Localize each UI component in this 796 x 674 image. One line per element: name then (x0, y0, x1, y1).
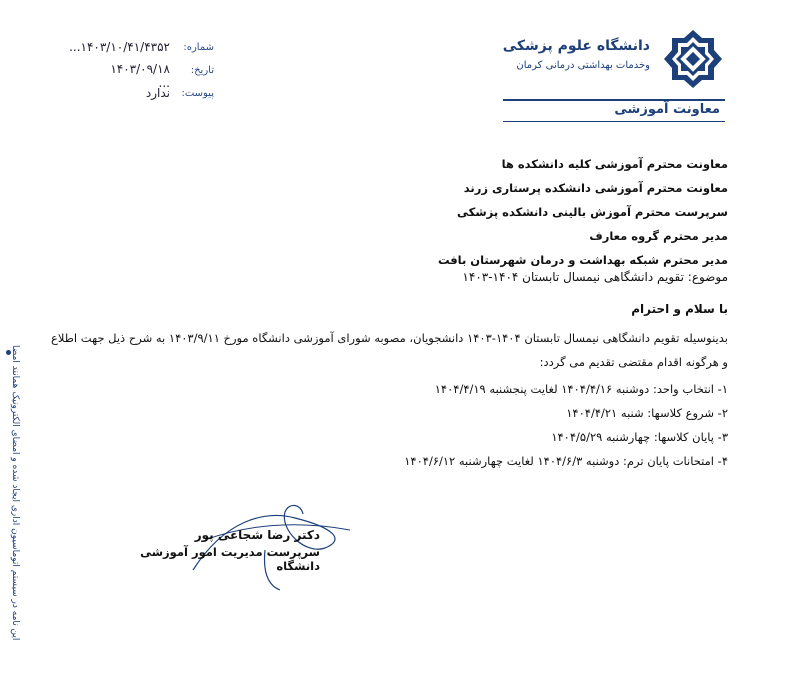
recipient-item: مدیر محترم گروه معارف (589, 229, 728, 243)
university-logo-icon (662, 28, 724, 90)
calendar-item: ۲- شروع کلاسها: شنبه ۱۴۰۴/۴/۲۱ (566, 406, 728, 420)
body-paragraph-1: بدینوسیله تقویم دانشگاهی نیمسال تابستان ۱۴۰۴-۱۴۰۳ دانشجویان، مصوبه شورای آموزشی دانشگاه مورخ ۱۴۰۳/۹/۱۱ به شرح ذیل جهت اطلاع (51, 331, 728, 345)
calendar-item: ۳- پایان کلاسها: چهارشنبه ۱۴۰۴/۵/۲۹ (551, 430, 728, 444)
recipient-item: سرپرست محترم آموزش بالینی دانشکده پزشکی (457, 205, 728, 219)
attachment-value: ندارد (145, 86, 170, 100)
university-name: دانشگاه علوم پزشکی (502, 38, 650, 54)
calendar-item: ۴- امتحانات پایان ترم: دوشنبه ۱۴۰۴/۶/۳ لغایت چهارشنبه ۱۴۰۴/۶/۱۲ (404, 454, 728, 468)
recipients-list (368, 152, 728, 272)
greeting: با سلام و احترام (631, 302, 728, 316)
attachment-label: پیوست: (181, 88, 214, 99)
number-label: شماره: (183, 42, 214, 53)
signatory-title: سرپرست مدیریت امور آموزشی دانشگاه (140, 545, 320, 573)
recipient-item: معاونت محترم آموزشی کلیه دانشکده ها (501, 157, 728, 171)
body-paragraph-2: و هرگونه اقدام مقتضی تقدیم می گردد: (539, 355, 728, 369)
signatory-name: دکتر رضا شجاعی پور (194, 528, 320, 542)
date-value: ۱۴۰۳/۰۹/۱۸ ... (110, 62, 170, 90)
university-subtitle: وخدمات بهداشتی درمانی کرمان (516, 60, 650, 71)
date-label: تاریخ: (190, 65, 214, 76)
letter-subject: موضوع: تقویم دانشگاهی نیمسال تابستان ۱۴۰۴-۱۴۰۳ (462, 270, 728, 284)
side-note: این نامه در سیستم اتوماسیون اداری ایجاد شده و امضای الکترونیک همانند امضا (10, 345, 20, 641)
recipient-item: معاونت محترم آموزشی دانشکده پرستاری زرند (463, 181, 728, 195)
department-title: معاونت آموزشی (614, 102, 720, 117)
number-value: ...۱۴۰۳/۱۰/۴۱/۴۳۵۲ (69, 40, 170, 54)
calendar-items (328, 377, 728, 473)
recipient-item: مدیر محترم شبکه بهداشت و درمان شهرستان بافت (437, 253, 728, 267)
calendar-item: ۱- انتخاب واحد: دوشنبه ۱۴۰۴/۴/۱۶ لغایت پنجشنبه ۱۴۰۴/۴/۱۹ (434, 382, 728, 396)
